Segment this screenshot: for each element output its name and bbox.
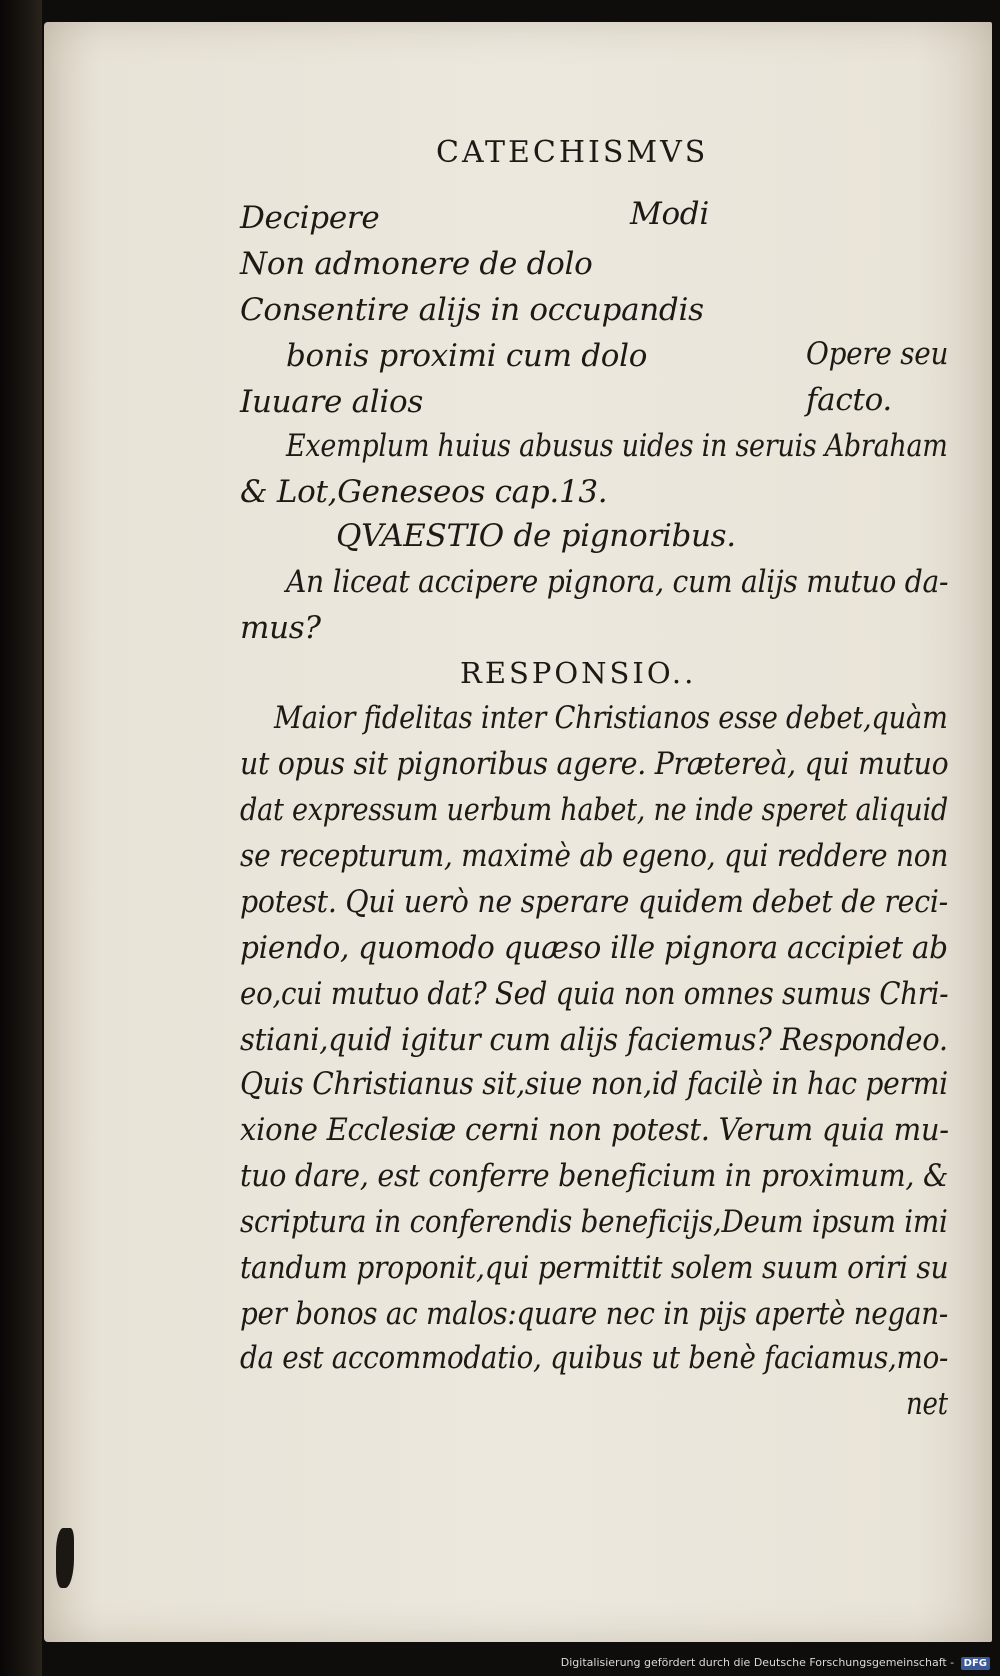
text-line: Decipere: [240, 200, 380, 236]
text-line: & Lot,Geneseos cap.13.: [240, 474, 608, 510]
catchword: net: [906, 1386, 948, 1422]
text-line: Consentire alijs in occupandis: [240, 292, 704, 328]
section-heading: RESPONSIO..: [460, 656, 697, 690]
text-line: da est accommodatio, quibus ut benè faciamus,mo-: [240, 1340, 949, 1376]
text-line: dat expressum uerbum habet, ne inde speret aliquid: [240, 792, 948, 828]
credit-text: Digitalisierung gefördert durch die Deutsche Forschungsgemeinschaft -: [560, 1656, 955, 1669]
text-line: xione Ecclesiæ cerni non potest. Verum quia mu-: [240, 1112, 949, 1148]
text-line: Quis Christianus sit,siue non,id facilè in hac permi: [240, 1066, 948, 1102]
text-line: Maior fidelitas inter Christianos esse debet,quàm: [274, 700, 948, 736]
text-line: scriptura in conferendis beneficijs,Deum ipsum imi: [240, 1204, 948, 1240]
running-header: CATECHISMVS: [436, 135, 709, 170]
text-line: Iuuare alios: [240, 384, 423, 420]
marginal-label: Modi: [630, 196, 709, 232]
text-line: piendo, quomodo quæso ille pignora accipiet ab: [240, 930, 948, 966]
text-line: mus?: [240, 610, 321, 646]
marginal-label: facto.: [806, 382, 892, 418]
marginal-label: Opere seu: [806, 336, 949, 372]
text-line: ut opus sit pignoribus agere. Prætereà, qui mutuo: [240, 746, 949, 782]
text-line: An liceat accipere pignora, cum alijs mutuo da-: [286, 564, 949, 600]
text-line: Exemplum huius abusus uides in seruis Abraham: [286, 428, 948, 464]
book-spine-shadow: [0, 0, 42, 1676]
dfg-logo: DFG: [961, 1657, 990, 1670]
digitization-credit: [561, 1656, 990, 1670]
text-line: tuo dare, est conferre beneficium in proximum, &: [240, 1158, 949, 1194]
page-edge-blot: [56, 1528, 74, 1588]
section-heading: QVAESTIO de pignoribus.: [336, 518, 736, 554]
text-line: potest. Qui uerò ne sperare quidem debet de reci-: [240, 884, 948, 920]
text-line: se recepturum, maximè ab egeno, qui reddere non: [240, 838, 949, 874]
text-line: eo,cui mutuo dat? Sed quia non omnes sumus Chri-: [240, 976, 949, 1012]
text-line: per bonos ac malos:quare nec in pijs apertè negan-: [240, 1296, 949, 1332]
text-line: Non admonere de dolo: [240, 246, 593, 282]
text-line: bonis proximi cum dolo: [286, 338, 648, 374]
text-line: tandum proponit,qui permittit solem suum oriri su: [240, 1250, 949, 1286]
text-line: stiani,quid igitur cum alijs faciemus? Respondeo.: [240, 1022, 948, 1058]
